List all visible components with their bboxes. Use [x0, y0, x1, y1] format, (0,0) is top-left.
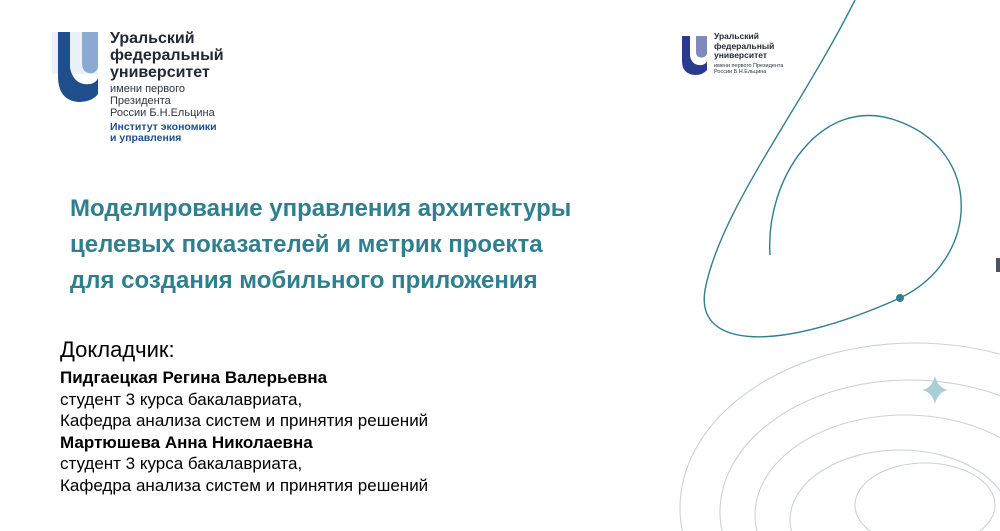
university-subtitle: имени первого Президента России Б.Н.Ельцина — [110, 83, 215, 119]
speaker-department: Кафедра анализа систем и принятия решений — [60, 411, 429, 430]
university-subtitle-small: имени первого Президента России Б.Н.Ельцина — [714, 63, 784, 75]
speaker-name: Мартюшева Анна Николаевна — [60, 432, 313, 452]
institute-name: Институт экономики и управления — [110, 121, 217, 144]
university-logo-small-icon — [680, 34, 708, 76]
speaker-role: студент 3 курса бакалавриата, — [60, 389, 303, 409]
curve-dot — [896, 294, 904, 302]
speaker-name: Пидгаецкая Регина Валерьевна — [60, 368, 328, 387]
university-logo — [52, 28, 242, 148]
speaker-department: Кафедра анализа систем и принятия решений — [60, 475, 429, 495]
speakers-heading: Докладчик: — [60, 337, 175, 362]
speaker-role: студент 3 курса бакалавриата, — [60, 454, 303, 473]
university-name: Уральский федеральный университет — [110, 30, 224, 81]
university-name-small: Уральский федеральный университет — [714, 31, 775, 60]
speakers-block — [60, 336, 620, 496]
presentation-title: Моделирование управления архитектуры целевых показателей и метрик проекта для создания мобильного приложения — [70, 195, 572, 294]
university-logo-icon — [52, 28, 100, 104]
university-logo-small — [680, 32, 810, 80]
